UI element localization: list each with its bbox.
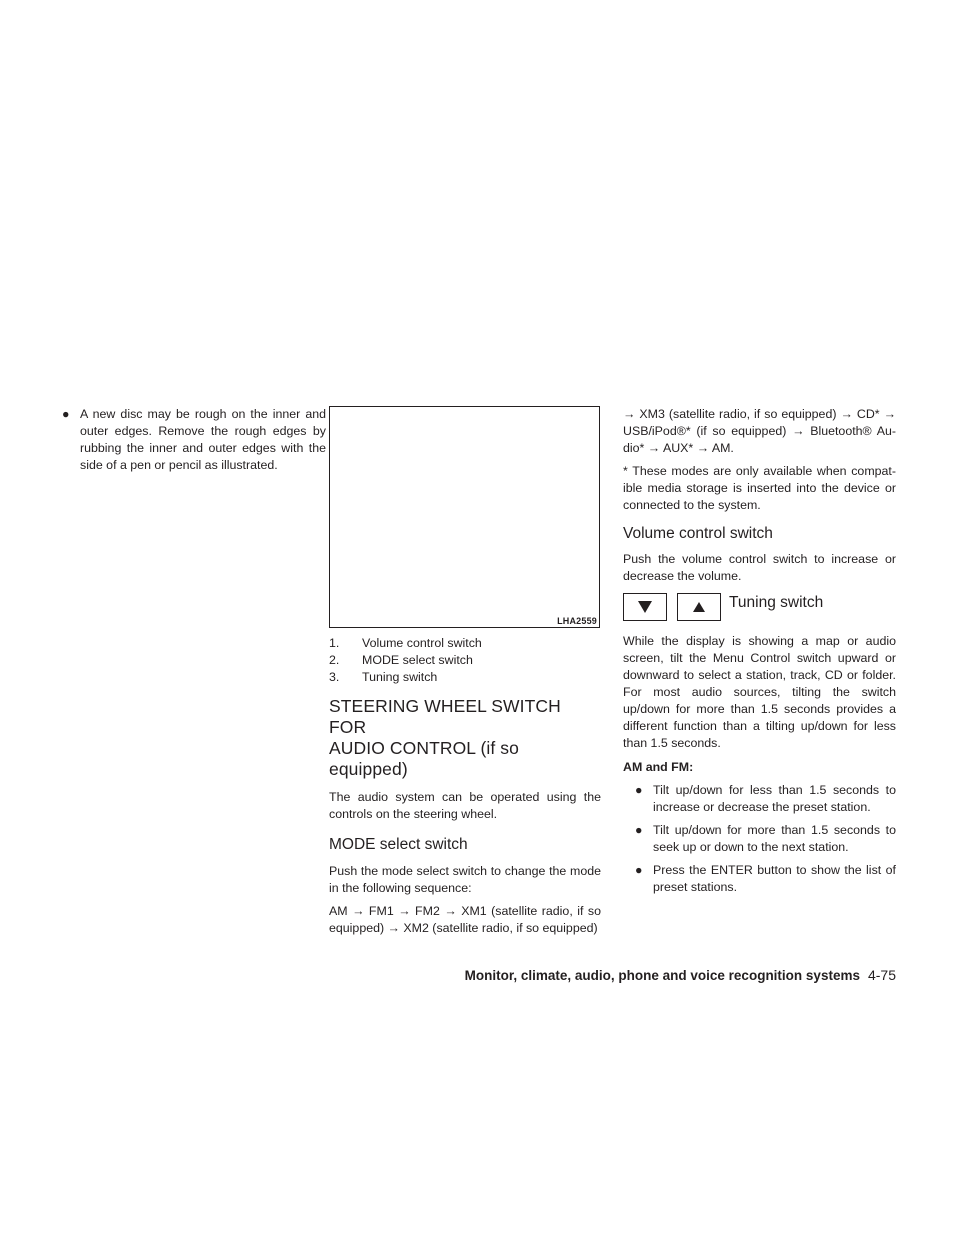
volume-heading: Volume control switch: [623, 525, 773, 542]
triangle-up-icon: [693, 602, 705, 612]
steering-section: [329, 696, 601, 823]
figure-label: LHA2559: [557, 616, 597, 626]
tune-up-button: [677, 593, 721, 621]
disc-tip-text: A new disc may be rough on the inner and outer edges. Remove the rough edges by rubbing the inner and outer edges with the side of a pen or pencil as illustrated.: [80, 407, 326, 472]
legend-item: 3. Tuning switch: [329, 670, 438, 684]
mode-sequence-part1: AM → FM1 → FM2 → XM1 (satellite radio, if so equipped) → XM2 (satellite radio, if so equipped): [329, 904, 601, 935]
mode-heading: MODE select switch: [329, 836, 468, 853]
tuning-para: While the display is showing a map or audio screen, tilt the Menu Control switch upward or downward to select a station, track, CD or folder. For most audio sources, tilting the switch up/down for more than 1.5 seconds provides a different function than a tilting up/down for less than 1.5 seconds.: [623, 634, 896, 750]
page-number: 4-75: [867, 967, 896, 983]
section-heading: STEERING WHEEL SWITCH FOR AUDIO CONTROL (if so equipped): [329, 696, 561, 779]
triangle-down-icon: [638, 601, 652, 613]
mode-para: Push the mode select switch to change the mode in the following sequence:: [329, 864, 601, 895]
mode-section: [329, 835, 601, 937]
am-fm-bullets: [623, 782, 896, 896]
steering-switch-illustration: [329, 406, 600, 628]
tune-down-button: [623, 593, 667, 621]
list-item: ● Tilt up/down for less than 1.5 seconds to increase or decrease the preset station.: [635, 783, 896, 814]
legend-item: 1. Volume control switch: [329, 636, 482, 650]
tuning-heading: Tuning switch: [729, 594, 824, 611]
list-item: ● Tilt up/down for more than 1.5 seconds to seek up or down to the next station.: [635, 823, 896, 854]
chapter-title: Monitor, climate, audio, phone and voice recognition systems: [464, 968, 860, 983]
bullet-mark: ●: [62, 407, 70, 421]
steering-intro: The audio system can be operated using the controls on the steering wheel.: [329, 790, 601, 821]
mode-sequence-part2: → XM3 (satellite radio, if so equipped) → CD* → USB/iPod®* (if so equipped) → Bluetooth® Au-dio* → AUX* → AM.: [623, 407, 896, 455]
legend-item: 2. MODE select switch: [329, 653, 473, 667]
mode-note: * These modes are only available when compat-ible media storage is inserted into the device or connected to the system.: [623, 464, 896, 512]
list-item: ● Press the ENTER button to show the list of preset stations.: [635, 863, 896, 894]
figure-legend: [329, 635, 601, 937]
disc-tip-bullet: [62, 406, 326, 474]
am-fm-label: AM and FM:: [623, 760, 694, 774]
volume-text: Push the volume control switch to increase or decrease the volume.: [623, 552, 896, 583]
tuning-heading-row: [623, 593, 896, 621]
page-footer: [465, 967, 896, 984]
